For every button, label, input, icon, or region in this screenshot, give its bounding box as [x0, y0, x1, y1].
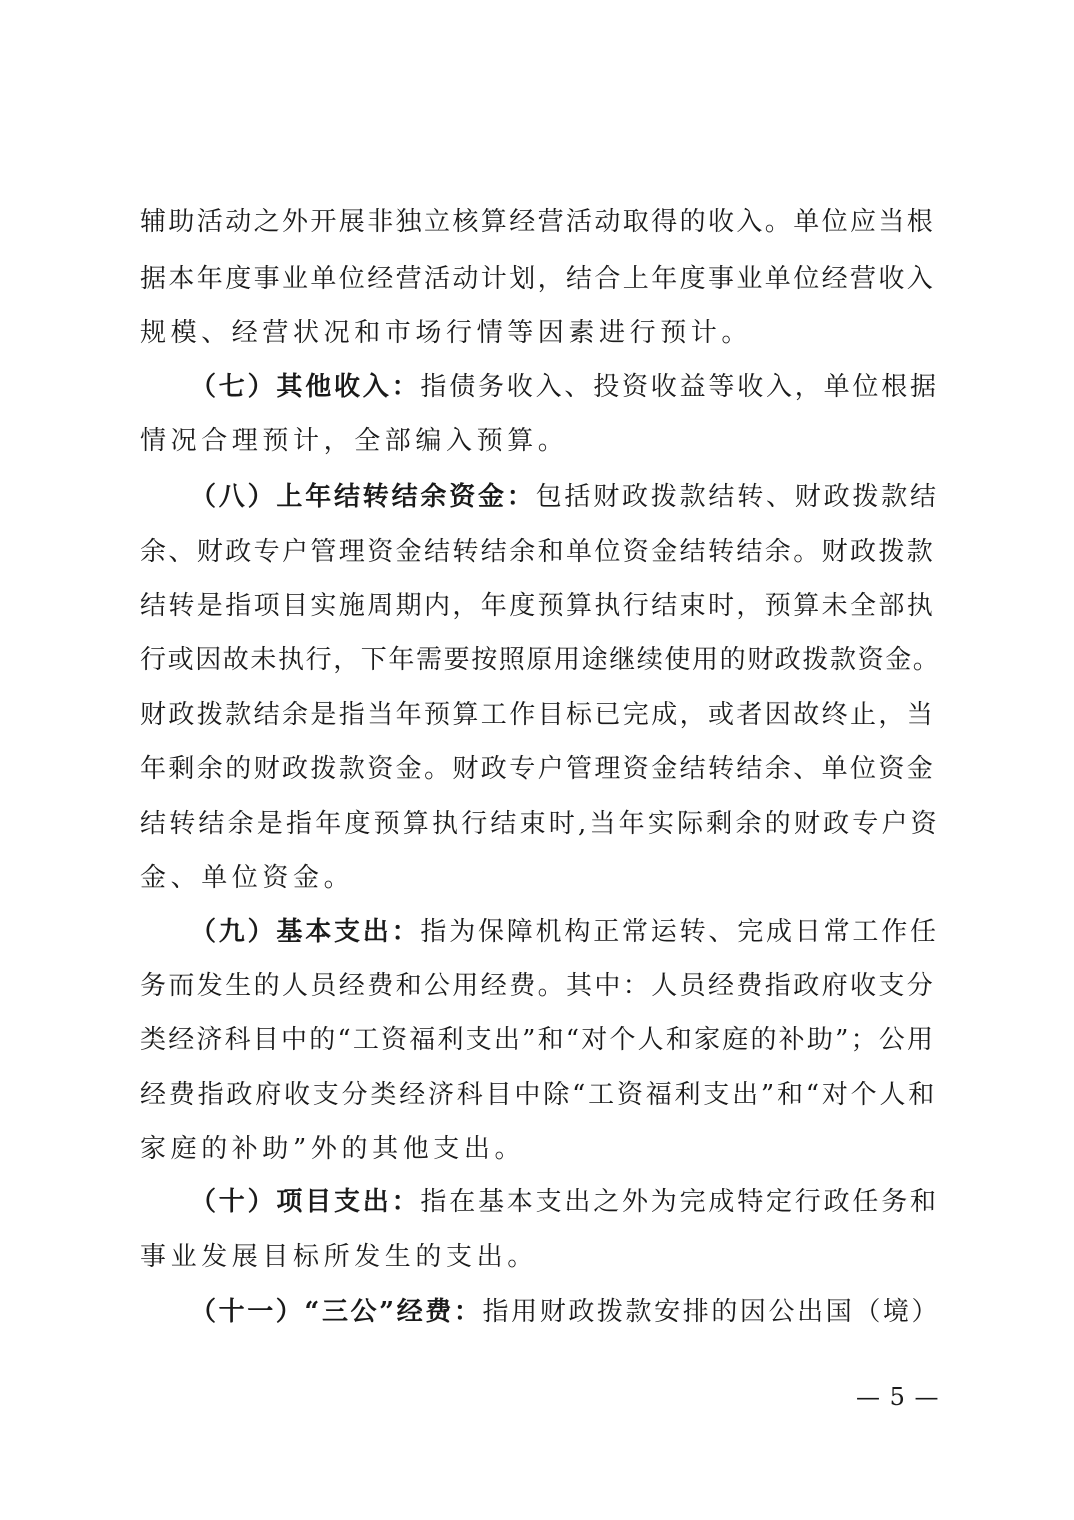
- section-heading: （十）项目支出：: [190, 1187, 421, 1217]
- page-number: — 5 —: [856, 1383, 940, 1411]
- body-text-line: 余、财政专户管理资金结转结余和单位资金结转结余。财政拨款: [140, 537, 936, 567]
- body-text-line: 务而发生的人员经费和公用经费。其中：人员经费指政府收支分: [140, 971, 936, 1001]
- body-text-line: 年剩余的财政拨款资金。财政专户管理资金结转结余、单位资金: [140, 754, 936, 784]
- body-text-line: 结转结余是指年度预算执行结束时,当年实际剩余的财政专户资: [140, 809, 940, 839]
- body-text-line: 家庭的补助”外的其他支出。: [140, 1134, 526, 1164]
- body-text-line: 事业发展目标所发生的支出。: [140, 1242, 538, 1272]
- body-text-line: 辅助活动之外开展非独立核算经营活动取得的收入。单位应当根: [140, 207, 936, 237]
- body-text-line: 规模、经营状况和市场行情等因素进行预计。: [140, 318, 753, 348]
- body-text-line: 情况合理预计，全部编入预算。: [140, 426, 569, 456]
- body-text-line: 据本年度事业单位经营活动计划，结合上年度事业单位经营收入: [140, 264, 936, 294]
- section-heading: （十一）“三公”经费：: [190, 1297, 483, 1327]
- section-line-qi: （七）其他收入：指债务收入、投资收益等收入，单位根据: [190, 372, 939, 402]
- body-text-line: 类经济科目中的“工资福利支出”和“对个人和家庭的补助”；公用: [140, 1025, 936, 1055]
- body-text-line: 结转是指项目实施周期内，年度预算执行结束时，预算未全部执: [140, 591, 936, 621]
- section-heading: （八）上年结转结余资金：: [190, 482, 536, 512]
- section-line-shi: （十）项目支出：指在基本支出之外为完成特定行政任务和: [190, 1187, 939, 1217]
- section-line-ba: （八）上年结转结余资金：包括财政拨款结转、财政拨款结: [190, 482, 939, 512]
- section-heading: （九）基本支出：: [190, 917, 421, 947]
- section-line-shiyi: （十一）“三公”经费：指用财政拨款安排的因公出国（境）: [190, 1297, 941, 1327]
- body-text-line: 经费指政府收支分类经济科目中除“工资福利支出”和“对个人和: [140, 1080, 938, 1110]
- section-line-jiu: （九）基本支出：指为保障机构正常运转、完成日常工作任: [190, 917, 939, 947]
- section-heading: （七）其他收入：: [190, 372, 421, 402]
- body-text-line: 行或因故未执行，下年需要按照原用途继续使用的财政拨款资金。: [140, 645, 941, 675]
- body-text-line: 财政拨款结余是指当年预算工作目标已完成，或者因故终止，当: [140, 700, 936, 730]
- body-text-line: 金、单位资金。: [140, 863, 355, 893]
